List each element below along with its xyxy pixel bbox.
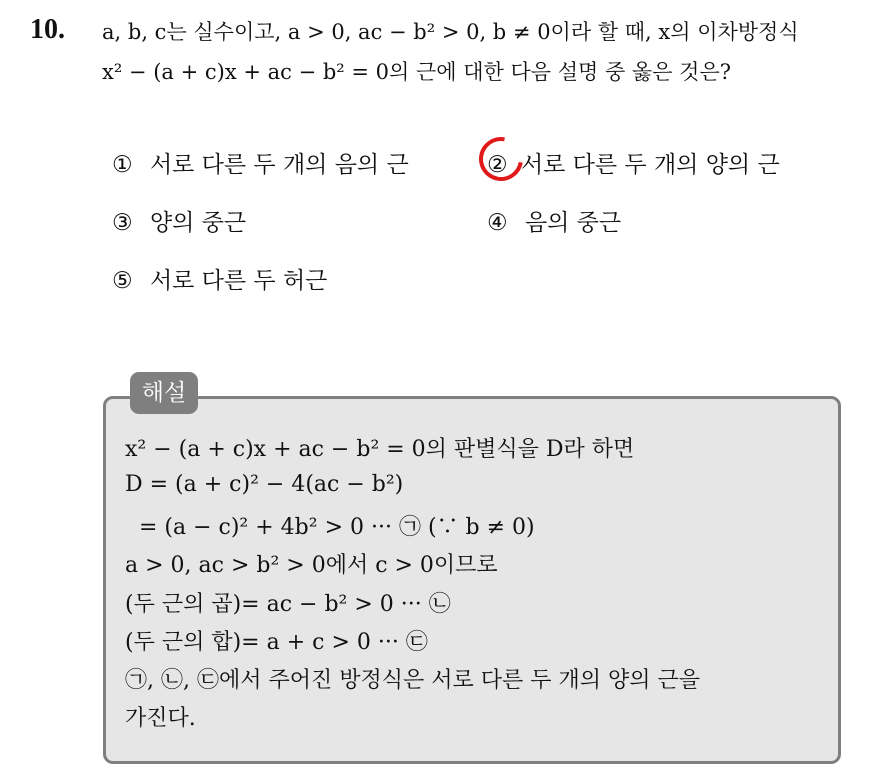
- solution-line-3: = (a − c)² + 4b² > 0 ··· ㉠ (∵ b ≠ 0): [125, 515, 535, 540]
- choice-5[interactable]: [112, 262, 327, 295]
- answer-circle-mark: [470, 128, 531, 189]
- solution-line-6: (두 근의 합)= a + c > 0 ··· ㉢: [125, 630, 428, 655]
- solution-line-8: 가진다.: [125, 706, 196, 731]
- solution-line-1: x² − (a + c)x + ac − b² = 0의 판별식을 D라 하면: [125, 437, 635, 462]
- choice-4-number: ④: [487, 210, 508, 236]
- choice-1-number: ①: [112, 152, 133, 178]
- choice-4[interactable]: [487, 204, 621, 237]
- choice-3-text: 양의 중근: [149, 210, 247, 236]
- choice-4-text: 음의 중근: [524, 210, 622, 236]
- choice-5-text: 서로 다른 두 허근: [149, 268, 328, 294]
- solution-line-4: a > 0, ac > b² > 0에서 c > 0이므로: [125, 553, 498, 578]
- question-stem-line-1: a, b, c는 실수이고, a > 0, ac − b² > 0, b ≠ 0이라 할 때, x의 이차방정식: [102, 20, 799, 44]
- choice-5-number: ⑤: [112, 268, 133, 294]
- solution-line-5: (두 근의 곱)= ac − b² > 0 ··· ㉡: [125, 592, 451, 617]
- choice-1-text: 서로 다른 두 개의 음의 근: [149, 152, 409, 178]
- choice-2-number: ②: [487, 152, 508, 178]
- choice-1[interactable]: [112, 146, 409, 179]
- choice-3[interactable]: [112, 204, 246, 237]
- choice-2[interactable]: [487, 146, 780, 179]
- solution-label-tab: 해설: [130, 372, 198, 414]
- choice-3-number: ③: [112, 210, 133, 236]
- choice-2-text: 서로 다른 두 개의 양의 근: [520, 152, 780, 178]
- question-number: 10.: [30, 14, 65, 45]
- solution-line-7: ㉠, ㉡, ㉢에서 주어진 방정식은 서로 다른 두 개의 양의 근을: [125, 668, 700, 693]
- solution-line-2: D = (a + c)² − 4(ac − b²): [125, 472, 404, 497]
- question-stem-line-2: x² − (a + c)x + ac − b² = 0의 근에 대한 다음 설명 중 옳은 것은?: [102, 60, 731, 84]
